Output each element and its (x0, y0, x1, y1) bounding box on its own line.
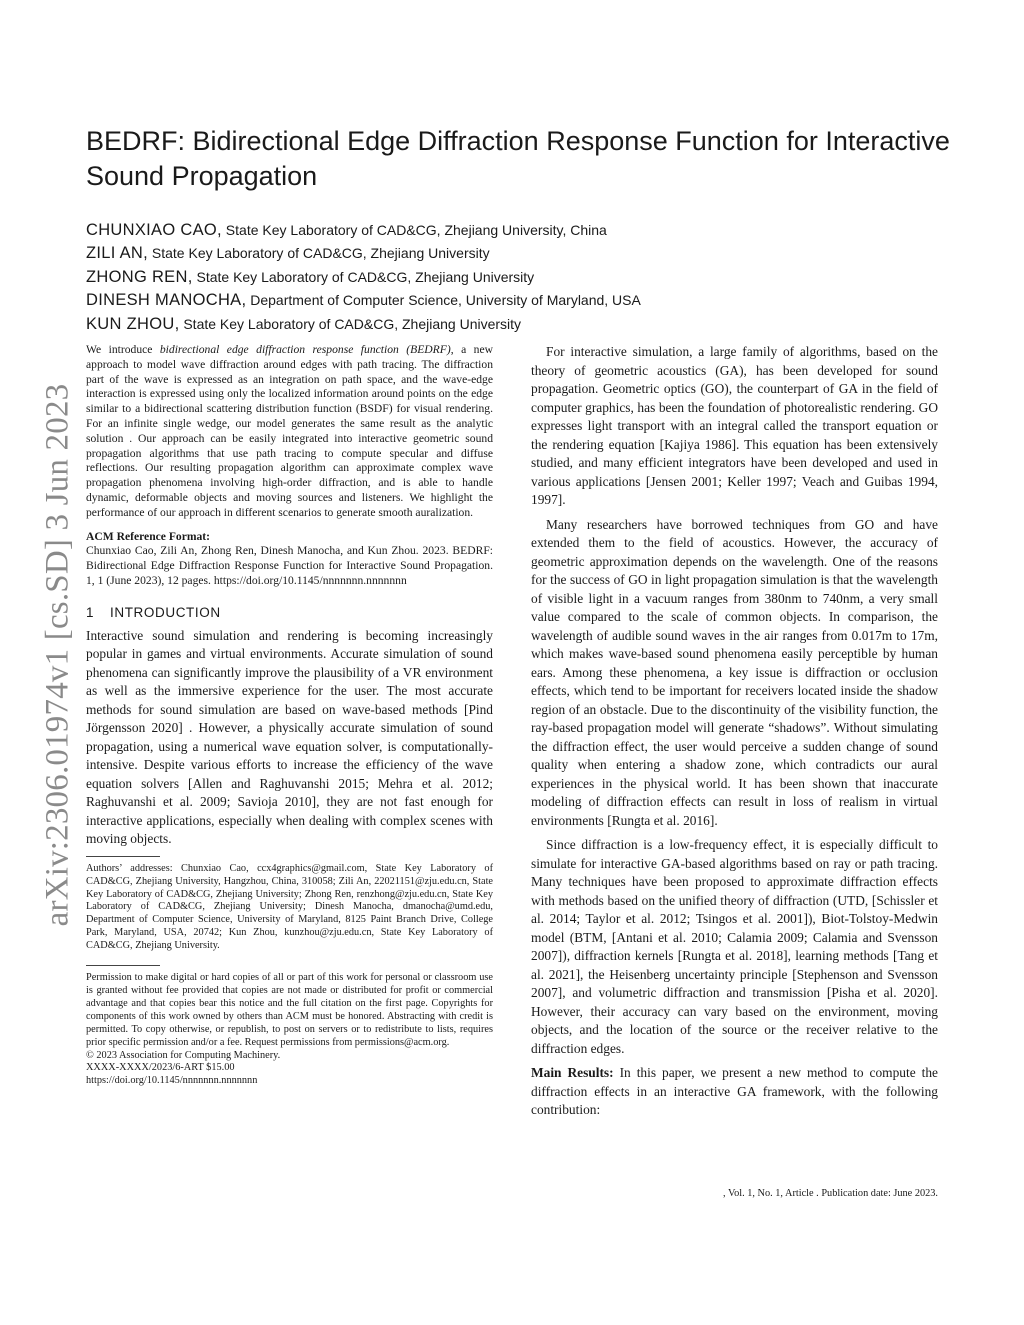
abstract-lead: We introduce (86, 343, 160, 356)
acm-reference-heading: ACM Reference Format: (86, 529, 211, 543)
copyright-line: © 2023 Association for Computing Machinery. (86, 1049, 281, 1061)
author-name: DINESH MANOCHA, (86, 291, 247, 310)
arxiv-identifier-stamp: arXiv:2306.01974v1 [cs.SD] 3 Jun 2023 (39, 383, 76, 927)
authors-addresses: Authors’ addresses: Chunxiao Cao, ccx4graphics@gmail.com, State Key Laboratory of CAD&CG, Zhejiang University, Hangzhou, China, 310058; Zili An, 22021151@zju.edu.cn, State Key Laboratory of CAD&CG, Zhejiang University; Zhong Ren, renzhong@zju.edu.cn, State Key Laboratory of CAD&CG, Zhejiang University; Dinesh Manocha, dmanocha@umd.edu, Department of Computer Science, University of Maryland, 8125 Paint Branch Drive, College Park, Maryland, USA, 20742; Kun Zhou, kunzhou@zju.edu.cn, State Key Laboratory of CAD&CG, Zhejiang University. (86, 862, 493, 952)
intro-paragraph: Interactive sound simulation and rendering is becoming increasingly popular in games and virtual environments. Accurate simulation of sound phenomena can significantly improve the plausibility of a VR environment as well as the immersive experience for the user. The most accurate methods for sound simulation are based on wave-based methods [Pind Jörgensson 2020] . However, a physically accurate simulation of sound propagation, using a numerical wave equation solver, is computationally-intensive. Despite various efforts to increase the efficiency of the wave equation solvers [Allen and Raghuvanshi 2015; Mehra et al. 2012; Raghuvanshi et al. 2009; Savioja 2010], they are not fast enough for interactive applications, especially when dealing with complex scenes with moving objects. (86, 627, 493, 847)
author-name: ZHONG REN, (86, 267, 193, 286)
abstract (86, 343, 493, 521)
section-number: 1 (86, 604, 95, 620)
author-list (86, 219, 956, 336)
author-line (86, 313, 956, 336)
body-paragraph: Since diffraction is a low-frequency effect, it is especially difficult to simulate for interactive GA-based algorithms based on ray or path tracing. Many techniques have been proposed to approximate diffraction effects with methods based on the unified theory of diffraction (UTD, [Schissler et al. 2014; Taylor et al. 2012; Tsingos et al. 2001]), Biot-Tolstoy-Medwin model (BTM, [Antani et al. 2010; Calamia 2009; Calamia and Svensson 2007]), diffraction kernels [Rungta et al. 2018], learning methods [Tang et al. 2021], the Heisenberg uncertainty principle [Stephenson and Svensson 2007], and volumetric diffraction and transmission [Pisha et al. 2020]. However, their accuracy can vary based on the environment, moving objects, and the location of the source or the receiver relative to the diffraction edges. (531, 837, 938, 1056)
main-results-text: In this paper, we present a new method to compute the diffraction effects in an interactive GA framework, with the following contribution: (531, 1065, 938, 1117)
author-affiliation: State Key Laboratory of CAD&CG, Zhejiang University, China (221, 222, 607, 238)
doi-link[interactable]: https://doi.org/10.1145/nnnnnnn.nnnnnnn (86, 1075, 258, 1087)
permission-notice: Permission to make digital or hard copies of all or part of this work for personal or classroom use is granted without fee provided that copies are not made or distributed for profit or commercial advantage and that copies bear this notice and the full citation on the first page. Copyrights for components of this work owned by others than ACM must be honored. Abstracting with credit is permitted. To copy otherwise, or republish, to post on servers or to redistribute to lists, requires prior specific permission and/or a fee. Request permissions from permissions@acm.org. (86, 972, 493, 1048)
author-affiliation: State Key Laboratory of CAD&CG, Zhejiang University (179, 315, 522, 332)
author-line (86, 242, 956, 265)
abstract-emphasis: bidirectional edge diffraction response function (BEDRF) (159, 343, 451, 356)
author-name: CHUNXIAO CAO, (86, 221, 222, 239)
body-paragraph: For interactive simulation, a large family of algorithms, based on the theory of geometric acoustics (GA), has been developed for sound propagation. Geometric optics (GO), the counterpart of GA in the field of computer graphics, has been the foundation of photorealistic rendering. GO expresses light transport with an integral called the transport equation or the rendering equation [Kajiya 1986]. This equation has been extensively studied, and many efficient integrators have been developed and used in various applications [Jensen 2001; Keller 1997; Veach and Guibas 1994, 1997]. (531, 344, 938, 507)
section-heading-introduction (86, 604, 493, 622)
author-affiliation: State Key Laboratory of CAD&CG, Zhejiang University (192, 268, 535, 285)
section-title: INTRODUCTION (110, 604, 221, 620)
page-footer: , Vol. 1, No. 1, Article . Publication date: June 2023. (723, 1188, 938, 1199)
left-column (86, 343, 493, 1088)
body-paragraph: Many researchers have borrowed techniques from GO and have extended them to the field of acoustics. However, the accuracy of geometric approximation depends on the wavelength. One of the reasons for the success of GO in light propagation simulation is that the wavelength of visible light in a vacuum ranges from 380nm to 740nm, a very small value compared to the scale of common objects. In comparison, the wavelength of audible sound waves in the air ranges from 0.017m to 17m, which makes wave-based sound phenomena easily perceptible by human ears. Among these phenomena, a key issue is diffraction or occlusion effects, which tend to be important for receivers located inside the shadow region of an obstacle. Due to the discontinuity of the visibility function, the ray-based propagation model will generate “shadows”. Without simulating the diffraction effect, the user would perceive a sudden change of sound quality when entering a shadow zone, which contradicts our aural experiences in the physical world. It has been shown that inaccurate modeling of diffraction effects can result in loss of realism in virtual environments [Rungta et al. 2016]. (531, 516, 938, 828)
permission-divider (86, 965, 160, 966)
acm-reference-text: Chunxiao Cao, Zili An, Zhong Ren, Dinesh Manocha, and Kun Zhou. 2023. BEDRF: Bidirectional Edge Diffraction Response Function for Interactive Sound Propagation. 1, 1 (June 2023), 12 pages. https://doi.org/10.1145/nnnnnnn.nnnnnnn (86, 544, 493, 587)
author-affiliation: State Key Laboratory of CAD&CG, Zhejiang University (148, 245, 490, 262)
issn-line: XXXX-XXXX/2023/6-ART $15.00 (86, 1062, 235, 1074)
author-name: KUN ZHOU, (86, 314, 180, 333)
abstract-body: , a new approach to model wave diffraction around edges with path tracing. The diffraction part of the wave is expressed as an integration on path space, and the wave-edge interaction is expressed using only the localized information around points on the edge similar to a bidirectional scattering distribution function (BSDF) for visual rendering. For an infinite single wedge, our model generates the same result as the analytic solution . Our approach can be easily integrated into interactive geometric sound propagation algorithms that use path tracing to compute specular and diffuse reflections. Our resulting propagation algorithm can approximate complex wave propagation phenomena involving high-order diffraction, and is able to handle dynamic, deformable objects and moving sources and listeners. We highlight the performance of our approach in different scenarios to generate smooth auralization. (86, 343, 493, 519)
author-name: ZILI AN, (86, 244, 149, 263)
footnote-divider (86, 856, 160, 857)
main-results-paragraph (531, 1064, 938, 1120)
author-line (86, 219, 956, 242)
author-line (86, 266, 956, 289)
paper-title: BEDRF: Bidirectional Edge Diffraction Response Function for Interactive Sound Propagation (86, 126, 950, 191)
author-line (86, 289, 956, 312)
author-affiliation: Department of Computer Science, University of Maryland, USA (246, 292, 641, 309)
right-column (531, 343, 938, 1120)
main-results-label: Main Results: (531, 1065, 614, 1080)
